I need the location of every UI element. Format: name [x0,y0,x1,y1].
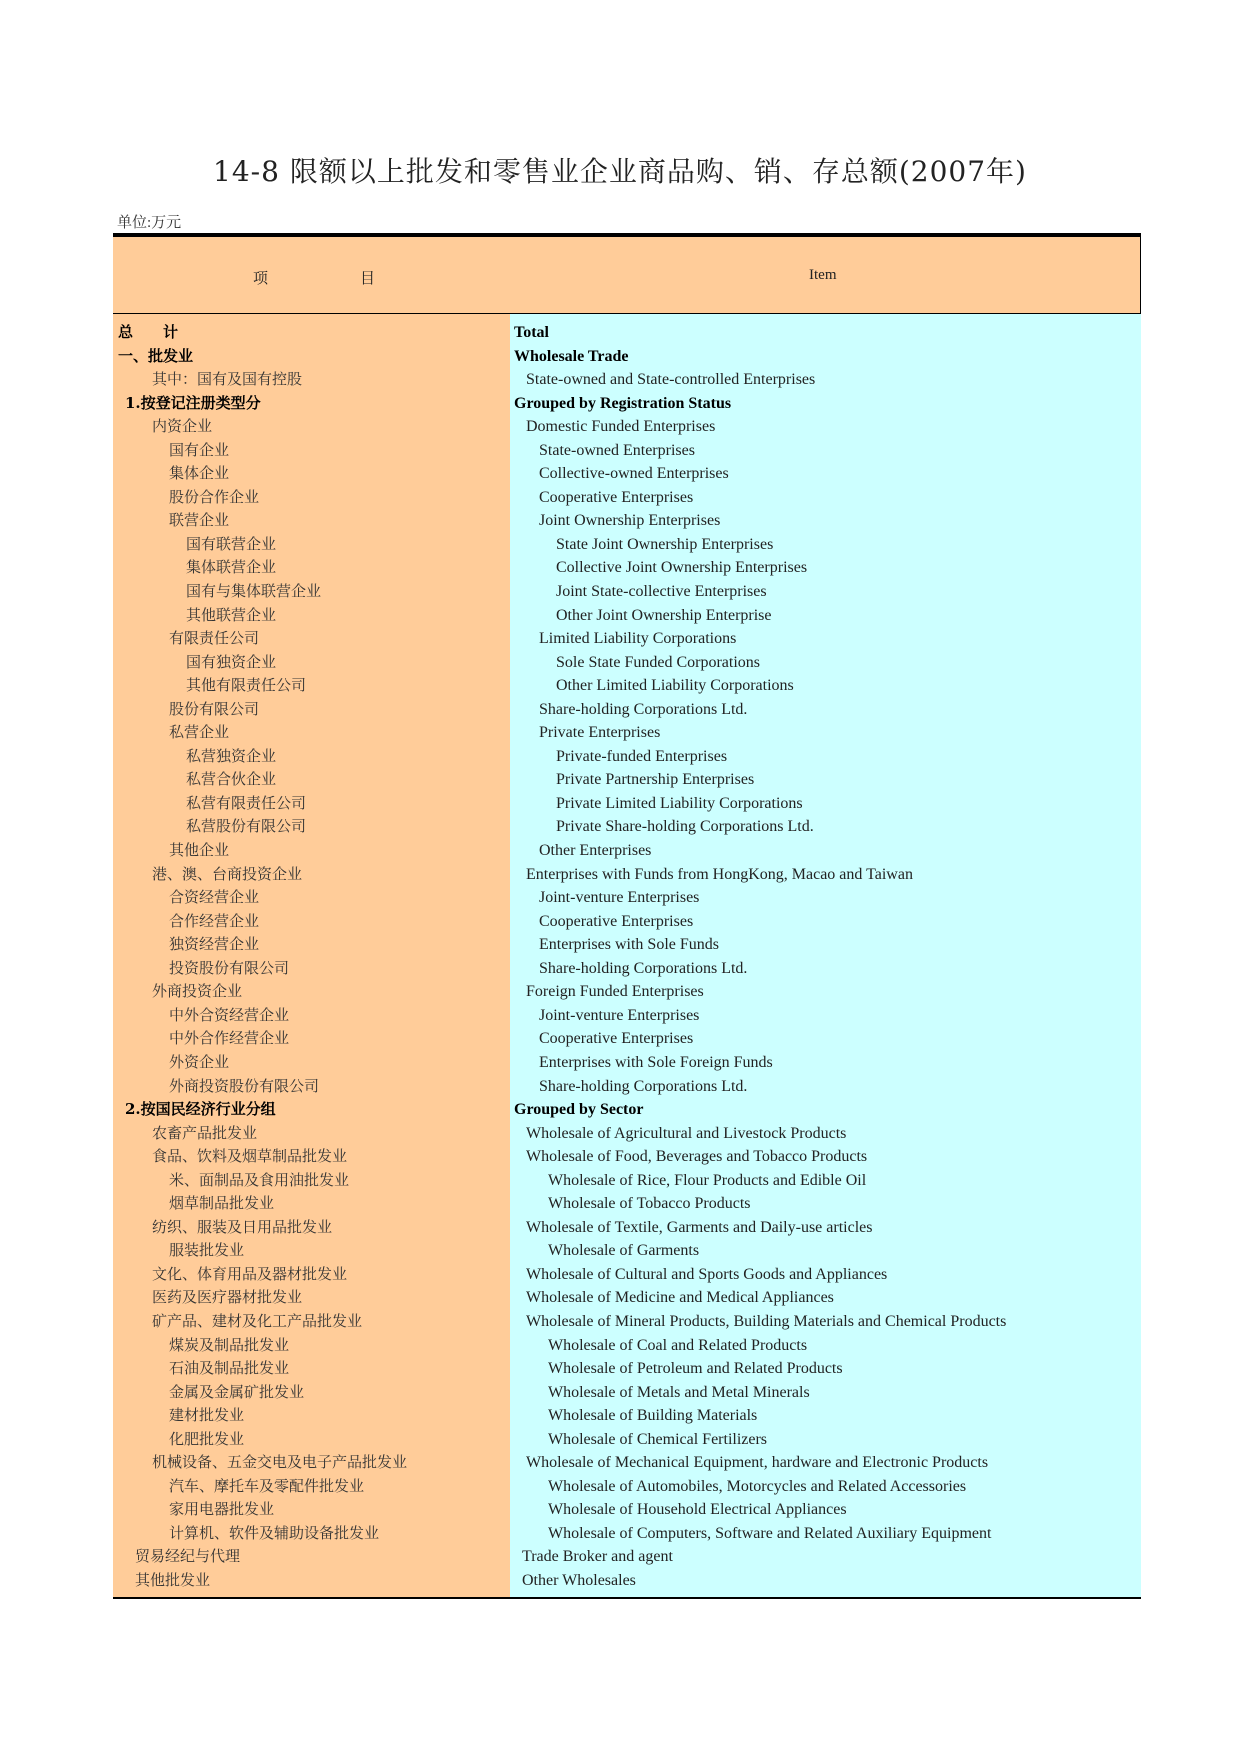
row-label-cn: 联营企业 [169,511,230,530]
row-label-cn: 其中：国有及国有控股 [152,370,303,389]
row-label-cn: 独资经营企业 [169,935,260,954]
row-label-cn: 外资企业 [169,1052,230,1071]
row-label-en: Wholesale of Building Materials [548,1407,758,1425]
row-label-en: State-owned and State-controlled Enterprises [526,371,816,389]
row-label-cn: 纺织、服装及日用品批发业 [152,1217,333,1236]
row-label-cn: 股份合作企业 [169,487,260,506]
row-label-cn: 私营股份有限公司 [186,817,307,836]
row-label-en: State-owned Enterprises [539,441,695,459]
row-label-en: Enterprises with Funds from HongKong, Macao and Taiwan [526,865,913,883]
row-label-cn: 私营独资企业 [186,746,277,765]
row-label-cn: 化肥批发业 [169,1429,245,1448]
table-bottom-rule [113,1597,1141,1599]
row-label-en: Wholesale of Computers, Software and Related Auxiliary Equipment [548,1524,992,1542]
row-label-cn: 机械设备、五金交电及电子产品批发业 [152,1453,408,1472]
row-label-en: Private Limited Liability Corporations [556,794,803,812]
row-label-en: Wholesale of Household Electrical Appliances [548,1501,847,1519]
row-label-en: Share-holding Corporations Ltd. [539,959,748,977]
row-label-en: Wholesale of Automobiles, Motorcycles and Related Accessories [548,1477,967,1495]
header-cn-part2: 目 [360,271,376,287]
chinese-item-column [113,314,510,1597]
row-label-en: Private-funded Enterprises [556,747,728,765]
row-label-cn: 烟草制品批发业 [169,1194,275,1213]
row-label-en: Wholesale of Cultural and Sports Goods and Appliances [526,1265,888,1283]
table-body [113,314,1141,1597]
row-label-cn: 内资企业 [152,417,213,436]
row-label-en: Enterprises with Sole Foreign Funds [539,1053,773,1071]
row-label-en: Wholesale of Mineral Products, Building Materials and Chemical Products [526,1312,1007,1330]
row-label-en: Private Partnership Enterprises [556,771,755,789]
header-item-cn [253,267,467,288]
row-label-en: Grouped by Registration Status [514,394,732,412]
row-label-cn: 港、澳、台商投资企业 [152,864,303,883]
row-label-en: Collective Joint Ownership Enterprises [556,559,808,577]
row-label-cn: 农畜产品批发业 [152,1123,258,1142]
row-label-cn: 医药及医疗器材批发业 [152,1288,303,1307]
row-label-en: Other Wholesales [522,1571,636,1589]
row-label-cn: 合资经营企业 [169,888,260,907]
row-label-en: Private Enterprises [539,724,661,742]
row-label-cn: 米、面制品及食用油批发业 [169,1170,350,1189]
row-label-cn: 私营有限责任公司 [186,793,307,812]
row-label-cn: 汽车、摩托车及零配件批发业 [169,1476,365,1495]
row-label-en: Other Joint Ownership Enterprise [556,606,772,624]
row-label-en: Other Limited Liability Corporations [556,677,794,695]
row-label-en: Wholesale of Mechanical Equipment, hardware and Electronic Products [526,1454,989,1472]
row-label-en: Enterprises with Sole Funds [539,936,719,954]
row-label-en: Cooperative Enterprises [539,1030,694,1048]
row-label-en: Total [514,324,549,341]
row-label-cn: 一、批发业 [118,346,194,365]
row-label-cn: 石油及制品批发业 [169,1359,290,1378]
row-label-cn: 金属及金属矿批发业 [169,1382,305,1401]
row-label-en: Wholesale of Food, Beverages and Tobacco Products [526,1148,868,1166]
row-label-cn: 国有企业 [169,440,230,459]
row-label-cn: 中外合作经营企业 [169,1029,290,1048]
row-label-en: Other Enterprises [539,842,652,860]
row-label-cn: 总 计 [118,323,179,341]
row-label-en: Joint State-collective Enterprises [556,583,767,601]
row-label-en: Wholesale of Textile, Garments and Daily-use articles [526,1218,873,1236]
row-label-cn: 建材批发业 [169,1406,245,1425]
data-table [113,233,1141,1599]
row-label-cn: 2.按国民经济行业分组 [125,1100,276,1119]
row-label-en: Wholesale of Tobacco Products [548,1195,751,1213]
row-label-en: State Joint Ownership Enterprises [556,535,774,553]
row-label-cn: 中外合资经营企业 [169,1005,290,1024]
row-label-cn: 国有联营企业 [186,534,277,553]
row-label-cn: 私营合伙企业 [186,770,277,789]
row-label-en: Share-holding Corporations Ltd. [539,1077,748,1095]
row-label-cn: 外商投资股份有限公司 [169,1076,320,1095]
row-label-en: Foreign Funded Enterprises [526,983,704,1001]
row-label-en: Wholesale of Petroleum and Related Products [548,1360,843,1378]
row-label-cn: 1.按登记注册类型分 [125,393,261,412]
row-label-cn: 外商投资企业 [152,982,243,1001]
row-label-en: Joint-venture Enterprises [539,889,700,907]
row-label-en: Cooperative Enterprises [539,488,694,506]
row-label-en: Private Share-holding Corporations Ltd. [556,818,814,836]
row-label-cn: 股份有限公司 [169,699,260,718]
header-item-en: Item [809,267,837,283]
row-label-cn: 服装批发业 [169,1241,245,1260]
row-label-cn: 合作经营企业 [169,911,260,930]
row-label-en: Wholesale of Agricultural and Livestock Products [526,1124,847,1142]
row-label-cn: 其他联营企业 [186,605,277,624]
row-label-cn: 国有与集体联营企业 [186,582,322,601]
row-label-cn: 计算机、软件及辅助设备批发业 [169,1523,380,1542]
row-label-en: Collective-owned Enterprises [539,465,729,483]
row-label-en: Domestic Funded Enterprises [526,418,716,436]
row-label-en: Wholesale of Garments [548,1242,700,1260]
row-label-cn: 贸易经纪与代理 [135,1547,241,1566]
english-item-column [510,314,1141,1597]
row-label-en: Wholesale of Chemical Fertilizers [548,1430,768,1448]
row-label-en: Grouped by Sector [514,1101,644,1119]
row-label-en: Share-holding Corporations Ltd. [539,700,748,718]
row-label-cn: 其他企业 [169,841,230,860]
row-label-cn: 投资股份有限公司 [169,958,290,977]
row-label-cn: 食品、饮料及烟草制品批发业 [152,1147,348,1166]
row-label-en: Wholesale of Coal and Related Products [548,1336,808,1354]
row-label-en: Wholesale of Metals and Metal Minerals [548,1383,810,1401]
header-cn-part1: 项 [253,271,269,287]
row-label-en: Limited Liability Corporations [539,630,737,648]
row-label-en: Cooperative Enterprises [539,912,694,930]
row-label-cn: 私营企业 [169,723,230,742]
row-label-en: Trade Broker and agent [522,1548,673,1566]
row-label-en: Wholesale Trade [514,347,629,365]
row-label-cn: 矿产品、建材及化工产品批发业 [152,1311,363,1330]
row-label-cn: 有限责任公司 [169,629,260,648]
row-label-cn: 集体联营企业 [186,558,277,577]
row-label-en: Joint-venture Enterprises [539,1006,700,1024]
row-label-en: Sole State Funded Corporations [556,653,760,671]
row-label-cn: 煤炭及制品批发业 [169,1335,290,1354]
row-label-cn: 家用电器批发业 [169,1500,275,1519]
table-header [113,237,1141,314]
row-label-en: Wholesale of Medicine and Medical Appliances [526,1289,834,1307]
unit-label: 单位:万元 [117,215,182,231]
row-label-en: Wholesale of Rice, Flour Products and Edible Oil [548,1171,867,1189]
row-label-cn: 集体企业 [169,464,230,483]
page-title: 14-8 限额以上批发和零售业企业商品购、销、存总额(2007年) [213,155,1027,188]
row-label-cn: 其他批发业 [135,1570,211,1589]
row-label-cn: 文化、体育用品及器材批发业 [152,1264,348,1283]
row-label-en: Joint Ownership Enterprises [539,512,721,530]
row-label-cn: 国有独资企业 [186,652,277,671]
row-label-cn: 其他有限责任公司 [186,676,307,695]
